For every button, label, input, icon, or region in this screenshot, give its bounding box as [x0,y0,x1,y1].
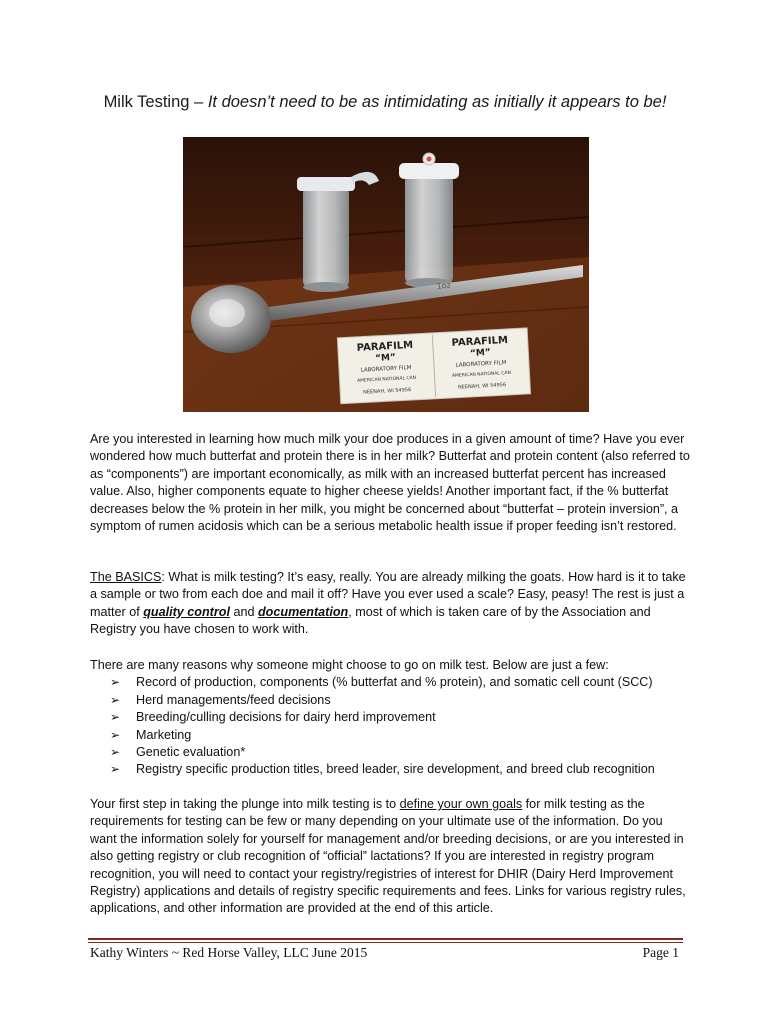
documentation-term: documentation [257,604,349,619]
footer-divider [88,938,683,943]
label-maker-right: AMERICAN NATIONAL CAN [451,370,512,379]
arrow-bullet-icon: ➢ [110,745,121,760]
arrow-bullet-icon: ➢ [110,692,121,707]
arrow-bullet-icon: ➢ [110,675,121,690]
list-item [110,709,690,726]
parafilm-box [337,328,530,404]
label-brand-left: PARAFILM [356,339,414,354]
label-m-left: “M” [374,352,397,364]
label-brand-right: PARAFILM [451,334,509,349]
footer-author: Kathy Winters ~ Red Horse Valley, LLC June 2015 [90,945,368,960]
arrow-bullet-icon: ➢ [110,762,121,777]
label-sub-left: LABORATORY FILM [360,365,412,374]
label-city-right: NEENAH, WI 54956 [457,382,507,391]
list-item-text: Breeding/culling decisions for dairy herd improvement [136,710,436,725]
basics-text-b: , most of which is taken care of by the Association and Registry you have chosen to work with. [90,604,651,637]
milk-testing-photo [183,137,589,412]
basics-text-a: : What is milk testing? It’s easy, really. You are already milking the goats. How hard is it to take a sample or two from each doe and mail it off? Have you ever used a scale? Easy, peasy! The rest is just a matter of [90,570,686,619]
list-item [110,692,690,709]
page-number: Page 1 [642,945,679,960]
first-step-text-b: for milk testing as the requirements for testing can be few or many depending on your ultimate use of the information. Do you want the information solely for yourself for management and/or breeding decisions, or are you interested in also getting registry or club recognition of “official” lactations? If you are interested in registry program recognition, you will need to contact your registry/registries of interest for DHIR (Dairy Herd Improvement Registry) applications and details of registry specific requirements and fees. Links for various registry rules, applications, and other information are provided at the end of this article. [90,797,686,916]
list-item [110,761,690,778]
basics-paragraph [90,569,690,639]
quality-control-term: quality control [143,604,230,619]
label-sub-right: LABORATORY FILM [455,360,507,369]
ladle-marking: 1oz [436,280,452,291]
sample-vial-right [399,153,459,288]
arrow-bullet-icon: ➢ [110,727,121,742]
list-item-text: Registry specific production titles, breed leader, sire development, and breed club recognition [136,762,655,777]
arrow-bullet-icon: ➢ [110,710,121,725]
list-item-text: Herd managements/feed decisions [136,692,331,707]
label-maker-left: AMERICAN NATIONAL CAN [357,375,417,384]
reasons-list [90,674,690,778]
reasons-section [90,657,690,779]
list-item [110,744,690,761]
label-m-right: “M” [469,347,492,359]
reasons-intro: There are many reasons why someone might choose to go on milk test. Below are just a few: [90,658,609,672]
intro-paragraph [90,431,690,535]
intro-text: Are you interested in learning how much milk your doe produces in a given amount of time? Have you ever wondered how much butterfat and protein there is in her milk? Butterfat and protein content (also referred to as “components”) are important economically, as milk with an increased butterfat percent has increased value. Also, higher components equate to higher cheese yields! Another important fact, if the % butterfat decreases below the % protein in her milk, you might be concerned about “butterfat – protein inversion”, a symptom of rumen acidosis which can be a serious metabolic health issue if proper feeding isn’t restored. [90,432,690,534]
list-item [110,727,690,744]
list-item [110,674,690,691]
title-italic: It doesn’t need to be as intimidating as initially it appears to be! [207,93,667,111]
first-step-text-a: Your first step in taking the plunge into milk testing is to [90,797,400,811]
page-title [0,93,770,112]
first-step-paragraph [90,796,690,918]
define-goals-link: define your own goals [399,797,523,811]
list-item-text: Marketing [136,727,192,742]
basics-and: and [229,604,258,619]
title-plain: Milk Testing – [103,93,208,111]
basics-heading: The BASICS [90,570,162,584]
list-item-text: Record of production, components (% butterfat and % protein), and somatic cell count (SCC) [136,675,653,690]
list-item-text: Genetic evaluation* [136,745,246,760]
label-city-left: NEENAH, WI 54956 [363,387,412,396]
